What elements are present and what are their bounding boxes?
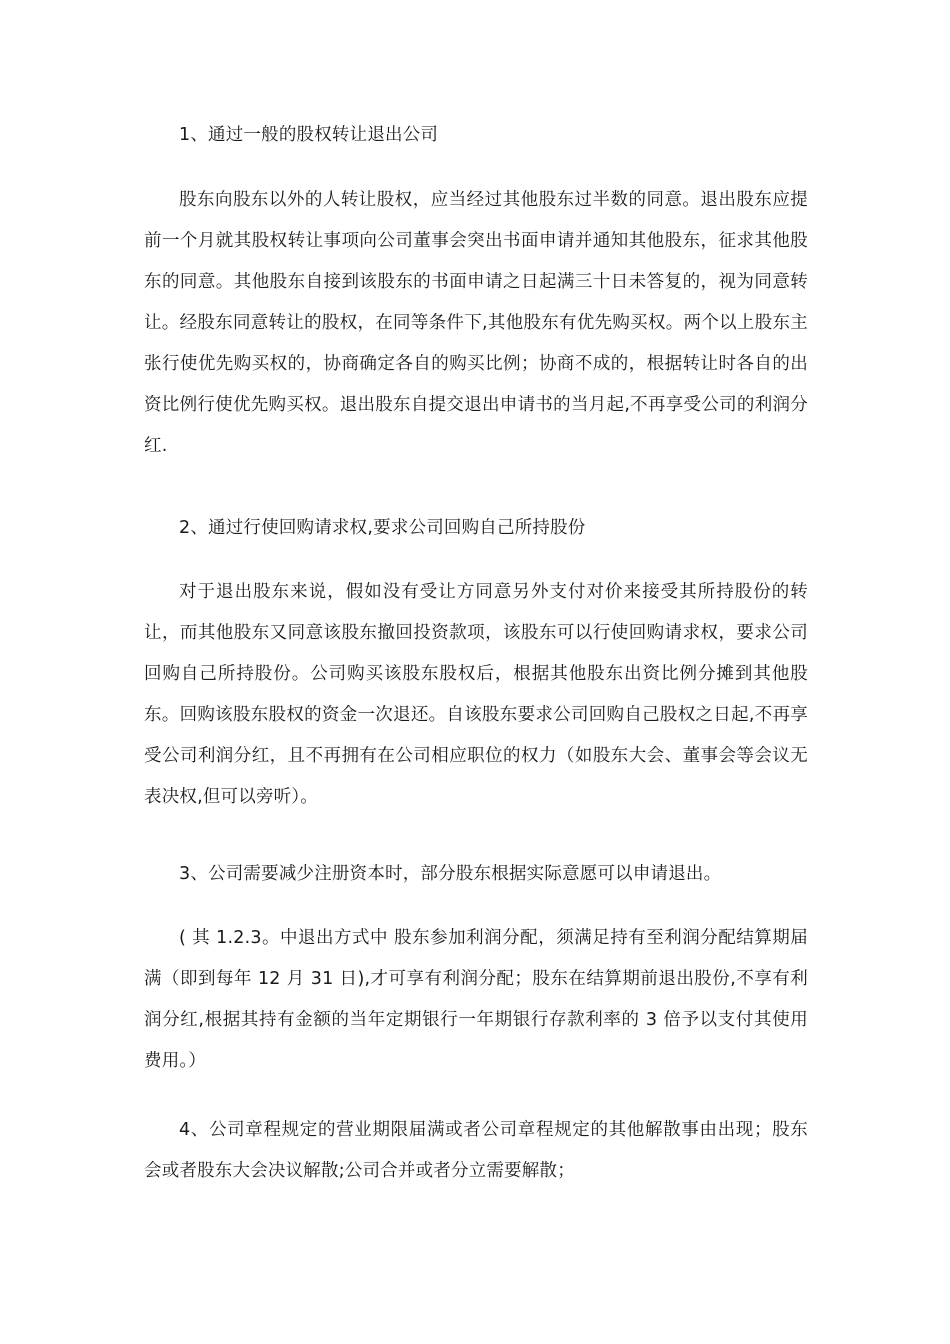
heading-capital-reduction: 3、公司需要减少注册资本时，部分股东根据实际意愿可以申请退出。	[179, 864, 722, 884]
heading-share-transfer: 1、通过一般的股权转让退出公司	[179, 125, 439, 145]
paragraph-share-transfer: 股东向股东以外的人转让股权，应当经过其他股东过半数的同意。退出股东应提前一个月就其股权转让事项向公司董事会突出书面申请并通知其他股东，征求其他股东的同意。其他股东自接到该股东的书面申请之日起满三十日未答复的，视为同意转让。经股东同意转让的股权，在同等条件下,其他股东有优先购买权。两个以上股东主张行使优先购买权的，协商确定各自的购买比例；协商不成的，根据转让时各自的出资比例行使优先购买权。退出股东自提交退出申请书的当月起,不再享受公司的利润分红.	[144, 190, 808, 456]
paragraph-repurchase-right: 对于退出股东来说，假如没有受让方同意另外支付对价来接受其所持股份的转让，而其他股东又同意该股东撤回投资款项，该股东可以行使回购请求权，要求公司回购自己所持股份。公司购买该股东股权后，根据其他股东出资比例分摊到其他股东。回购该股东股权的资金一次退还。自该股东要求公司回购自己股权之日起,不再享受公司利润分红，且不再拥有在公司相应职位的权力（如股东大会、董事会等会议无表决权,但可以旁听）。	[144, 582, 808, 807]
paragraph-profit-distribution-note: ( 其 1.2.3。中退出方式中 股东参加利润分配，须满足持有至利润分配结算期届满（即到每年 12 月 31 日),才可享有利润分配；股东在结算期前退出股份,不享有利润分红,根据其持有金额的当年定期银行一年期银行存款利率的 3 倍予以支付其使用费用。）	[144, 928, 808, 1071]
heading-repurchase-right: 2、通过行使回购请求权,要求公司回购自己所持股份	[179, 518, 586, 538]
paragraph-dissolution-causes: 4、公司章程规定的营业期限届满或者公司章程规定的其他解散事由出现；股东会或者股东大会决议解散;公司合并或者分立需要解散；	[144, 1120, 808, 1181]
